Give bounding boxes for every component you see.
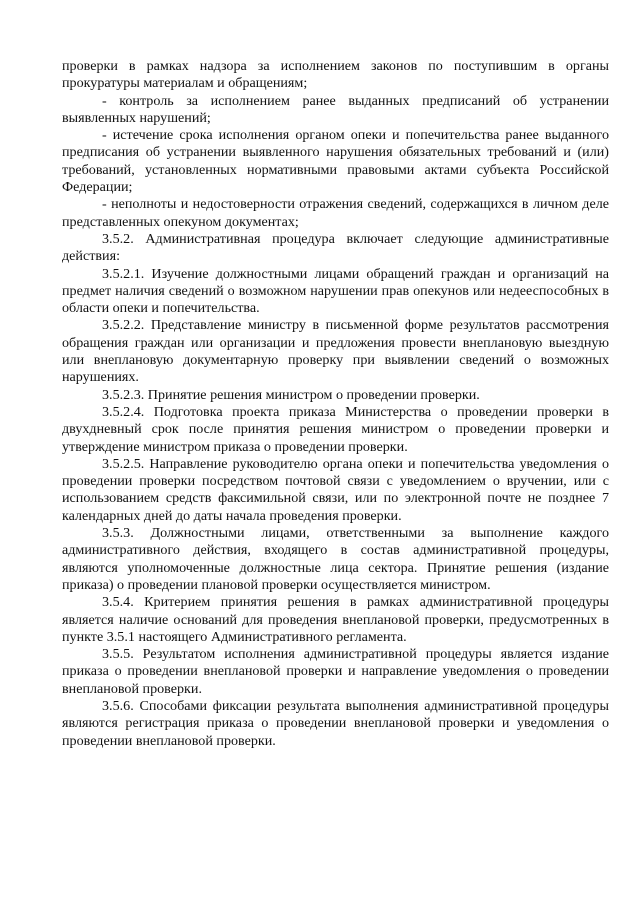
section-3-5-2-4: 3.5.2.4. Подготовка проекта приказа Министерства о проведении проверки в двухдневный срок после принятия решения министром о проведении проверки и утверждение министром приказа о проведении проверки. bbox=[62, 403, 609, 455]
section-3-5-2-3: 3.5.2.3. Принятие решения министром о проведении проверки. bbox=[102, 386, 480, 403]
section-3-5-2-5: 3.5.2.5. Направление руководителю органа опеки и попечительства уведомления о проведении проверки посредством почтовой связи с уведомлением о вручении, или с использованием средств факсимильной связи, или по электронной почте не позднее 7 календарных дней до даты начала проведения проверки. bbox=[62, 455, 609, 524]
section-3-5-2: 3.5.2. Административная процедура включает следующие административные действия: bbox=[62, 230, 609, 265]
section-3-5-3: 3.5.3. Должностными лицами, ответственными за выполнение каждого административного действия, входящего в состав административной процедуры, являются уполномоченные должностные лица сектора. Принятие решения (издание приказа) о проведении плановой проверки осуществляется министром. bbox=[62, 525, 609, 593]
paragraph-continuation: проверки в рамках надзора за исполнением законов по поступившим в органы прокуратуры материалам и обращениям; bbox=[62, 58, 609, 92]
section-3-5-2-2: 3.5.2.2. Представление министру в письменной форме результатов рассмотрения обращения граждан или организации и предложения провести внеплановую выездную или внеплановую документарную проверку при выявлении сведений о возможных нарушениях. bbox=[62, 317, 609, 386]
list-item: - истечение срока исполнения органом опеки и попечительства ранее выданного предписания об устранении выявленного нарушения обязательных требований и (или) требований, установленных нормативными правовыми актами субъекта Российской Федерации; bbox=[62, 127, 609, 196]
document-body bbox=[62, 58, 609, 750]
list-item: - контроль за исполнением ранее выданных предписаний об устранении выявленных нарушений; bbox=[62, 92, 609, 126]
section-3-5-5: 3.5.5. Результатом исполнения административной процедуры является издание приказа о проведении внеплановой проверки и направление уведомления о проведении внеплановой проверки. bbox=[62, 646, 609, 697]
section-3-5-4: 3.5.4. Критерием принятия решения в рамках административной процедуры является наличие оснований для проведения внеплановой проверки, предусмотренных в пункте 3.5.1 настоящего Административного регламента. bbox=[62, 594, 609, 645]
section-3-5-2-1: 3.5.2.1. Изучение должностными лицами обращений граждан и организаций на предмет наличия сведений о возможном нарушении прав опекунов или недееспособных в области опеки и попечительства. bbox=[62, 265, 609, 317]
list-item: - неполноты и недостоверности отражения сведений, содержащихся в личном деле представленных опекуном документах; bbox=[62, 196, 609, 230]
section-3-5-6: 3.5.6. Способами фиксации результата выполнения административной процедуры являются регистрация приказа о проведении внеплановой проверки и уведомления о проведении внеплановой проверки. bbox=[62, 697, 609, 749]
